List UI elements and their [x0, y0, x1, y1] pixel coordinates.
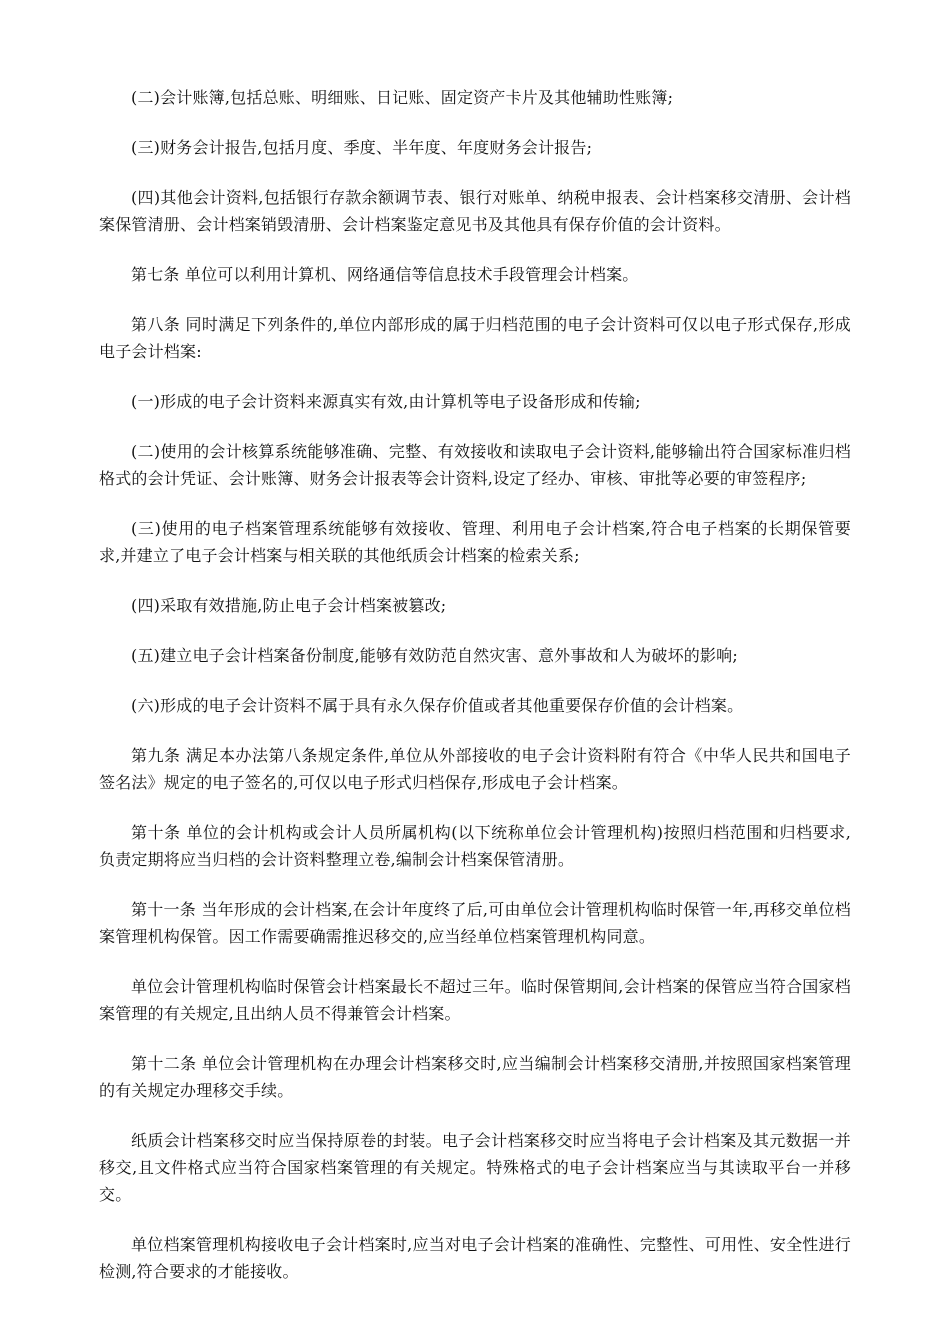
paragraph-article-8-item-6: (六)形成的电子会计资料不属于具有永久保存价值或者其他重要保存价值的会计档案。 — [131, 696, 744, 715]
paragraph-article-7: 第七条 单位可以利用计算机、网络通信等信息技术手段管理会计档案。 — [131, 265, 639, 284]
paragraph-article-9: 第九条 满足本办法第八条规定条件,单位从外部接收的电子会计资料附有符合《中华人民共和国电子签名法》规定的电子签名的,可仅以电子形式归档保存,形成电子会计档案。 — [99, 746, 851, 792]
paragraph-article-8-item-5: (五)建立电子会计档案备份制度,能够有效防范自然灾害、意外事故和人为破坏的影响; — [131, 646, 738, 665]
paragraph-article-8-item-2: (二)使用的会计核算系统能够准确、完整、有效接收和读取电子会计资料,能够输出符合国家标准归档格式的会计凭证、会计账簿、财务会计报表等会计资料,设定了经办、审核、审批等必要的审签程序; — [99, 442, 851, 488]
paragraph-article-8-item-1: (一)形成的电子会计资料来源真实有效,由计算机等电子设备形成和传输; — [131, 392, 641, 411]
paragraph-article-12: 第十二条 单位会计管理机构在办理会计档案移交时,应当编制会计档案移交清册,并按照国家档案管理的有关规定办理移交手续。 — [99, 1054, 851, 1100]
paragraph-article-10: 第十条 单位的会计机构或会计人员所属机构(以下统称单位会计管理机构)按照归档范围和归档要求,负责定期将应当归档的会计资料整理立卷,编制会计档案保管清册。 — [99, 823, 851, 869]
paragraph-article-11: 第十一条 当年形成的会计档案,在会计年度终了后,可由单位会计管理机构临时保管一年,再移交单位档案管理机构保管。因工作需要确需推迟移交的,应当经单位档案管理机构同意。 — [99, 900, 851, 946]
paragraph-other-materials: (四)其他会计资料,包括银行存款余额调节表、银行对账单、纳税申报表、会计档案移交清册、会计档案保管清册、会计档案销毁清册、会计档案鉴定意见书及其他具有保存价值的会计资料。 — [99, 188, 851, 234]
document-body — [99, 84, 851, 1308]
paragraph-article-12-paper-transfer: 纸质会计档案移交时应当保持原卷的封装。电子会计档案移交时应当将电子会计档案及其元数据一并移交,且文件格式应当符合国家档案管理的有关规定。特殊格式的电子会计档案应当与其读取平台一并移交。 — [99, 1131, 851, 1204]
paragraph-article-11-continued: 单位会计管理机构临时保管会计档案最长不超过三年。临时保管期间,会计档案的保管应当符合国家档案管理的有关规定,且出纳人员不得兼管会计档案。 — [99, 977, 851, 1023]
paragraph-article-8-item-3: (三)使用的电子档案管理系统能够有效接收、管理、利用电子会计档案,符合电子档案的长期保管要求,并建立了电子会计档案与相关联的其他纸质会计档案的检索关系; — [99, 519, 851, 565]
paragraph-accounting-books: (二)会计账簿,包括总账、明细账、日记账、固定资产卡片及其他辅助性账簿; — [131, 88, 674, 107]
paragraph-financial-reports: (三)财务会计报告,包括月度、季度、半年度、年度财务会计报告; — [131, 138, 593, 157]
paragraph-article-8-item-4: (四)采取有效措施,防止电子会计档案被篡改; — [131, 596, 447, 615]
paragraph-article-8: 第八条 同时满足下列条件的,单位内部形成的属于归档范围的电子会计资料可仅以电子形式保存,形成电子会计档案: — [99, 315, 851, 361]
paragraph-article-12-electronic-check: 单位档案管理机构接收电子会计档案时,应当对电子会计档案的准确性、完整性、可用性、安全性进行检测,符合要求的才能接收。 — [99, 1235, 851, 1281]
